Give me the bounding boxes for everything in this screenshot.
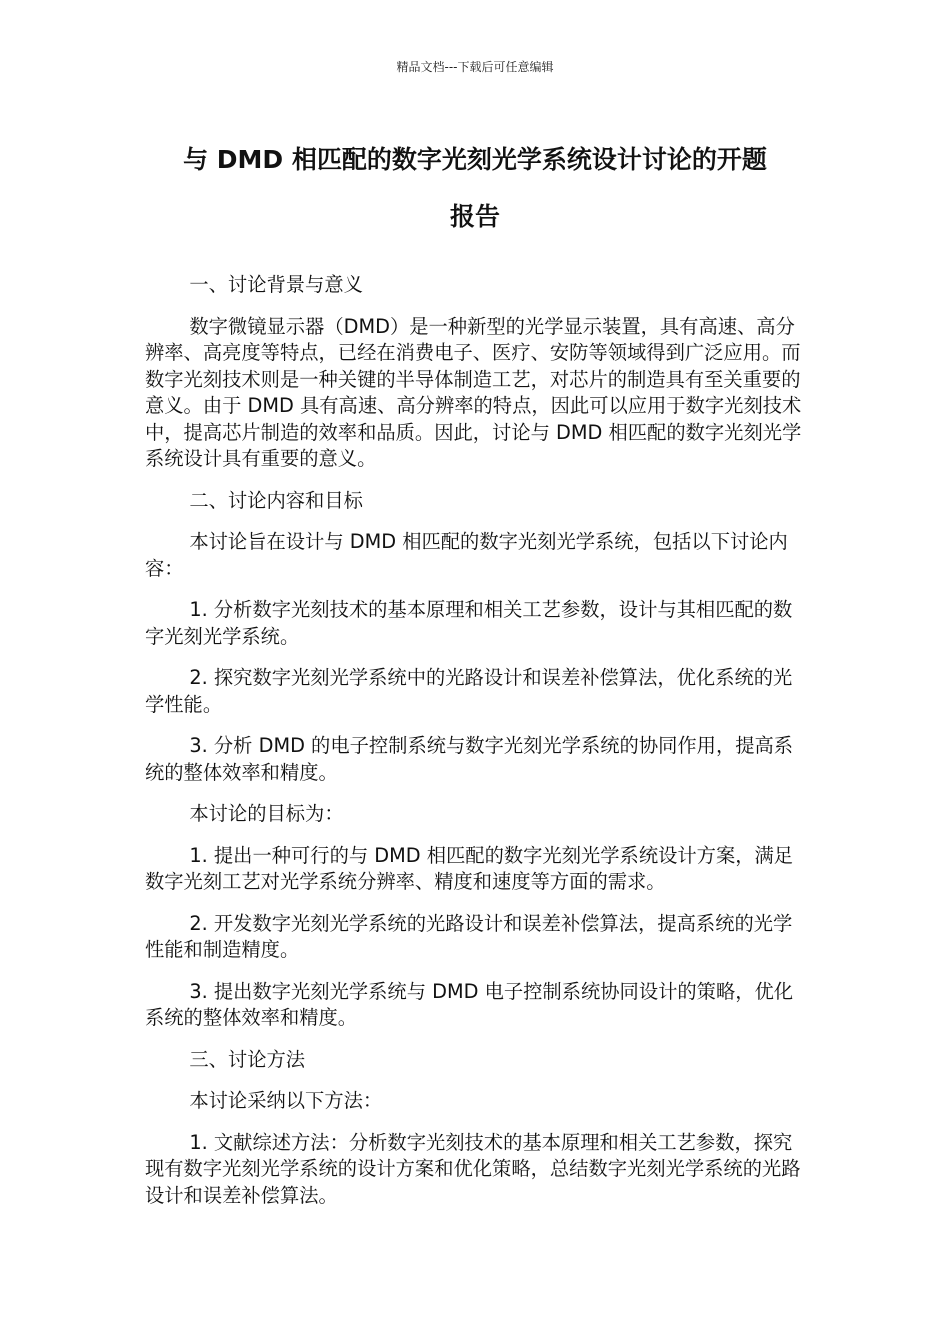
list-item-goal-3: 3. 提出数字光刻光学系统与 DMD 电子控制系统协同设计的策略，优化系统的整体效率和精度。: [145, 979, 794, 1029]
document-body: [145, 272, 805, 1224]
list-item-content-2: 2. 探究数字光刻光学系统中的光路设计和误差补偿算法，优化系统的光学性能。: [145, 666, 793, 716]
list-item-content-3: 3. 分析 DMD 的电子控制系统与数字光刻光学系统的协同作用，提高系统的整体效率和精度。: [145, 734, 794, 784]
page-header: 精品文档---下载后可任意编辑: [396, 60, 554, 74]
paragraph-goals-intro: 本讨论的目标为：: [189, 802, 344, 825]
list-item-goal-1: 1. 提出一种可行的与 DMD 相匹配的数字光刻光学系统设计方案，满足数字光刻工艺对光学系统分辨率、精度和速度等方面的需求。: [145, 843, 794, 893]
section-heading-methods: 三、讨论方法: [189, 1047, 306, 1071]
paragraph-methods-intro: 本讨论采纳以下方法：: [189, 1089, 383, 1112]
paragraph-background: 数字微镜显示器（DMD）是一种新型的光学显示装置，具有高速、高分辨率、高亮度等特点，已经在消费电子、医疗、安防等领域得到广泛应用。而数字光刻技术则是一种关键的半导体制造工艺，对芯片的制造具有至关重要的意义。由于 DMD 具有高速、高分辨率的特点，因此可以应用于数字光刻技术中，提高芯片制造的效率和品质。因此，讨论与 DMD 相匹配的数字光刻光学系统设计具有重要的意义。: [145, 314, 802, 470]
section-heading-background: 一、讨论背景与意义: [189, 273, 363, 296]
list-item-method-1: 1. 文献综述方法：分析数字光刻技术的基本原理和相关工艺参数，探究现有数字光刻光学系统的设计方案和优化策略，总结数字光刻光学系统的光路设计和误差补偿算法。: [145, 1130, 801, 1207]
list-item-content-1: 1. 分析数字光刻技术的基本原理和相关工艺参数，设计与其相匹配的数字光刻光学系统。: [145, 598, 793, 648]
section-heading-content-goals: 二、讨论内容和目标: [189, 488, 363, 512]
document-title-line-1: 与 DMD 相匹配的数字光刻光学系统设计讨论的开题: [183, 145, 767, 174]
list-item-goal-2: 2. 开发数字光刻光学系统的光路设计和误差补偿算法，提高系统的光学性能和制造精度。: [145, 911, 793, 961]
document-title-line-2: 报告: [449, 202, 500, 231]
paragraph-content-intro: 本讨论旨在设计与 DMD 相匹配的数字光刻光学系统，包括以下讨论内容：: [145, 530, 788, 580]
